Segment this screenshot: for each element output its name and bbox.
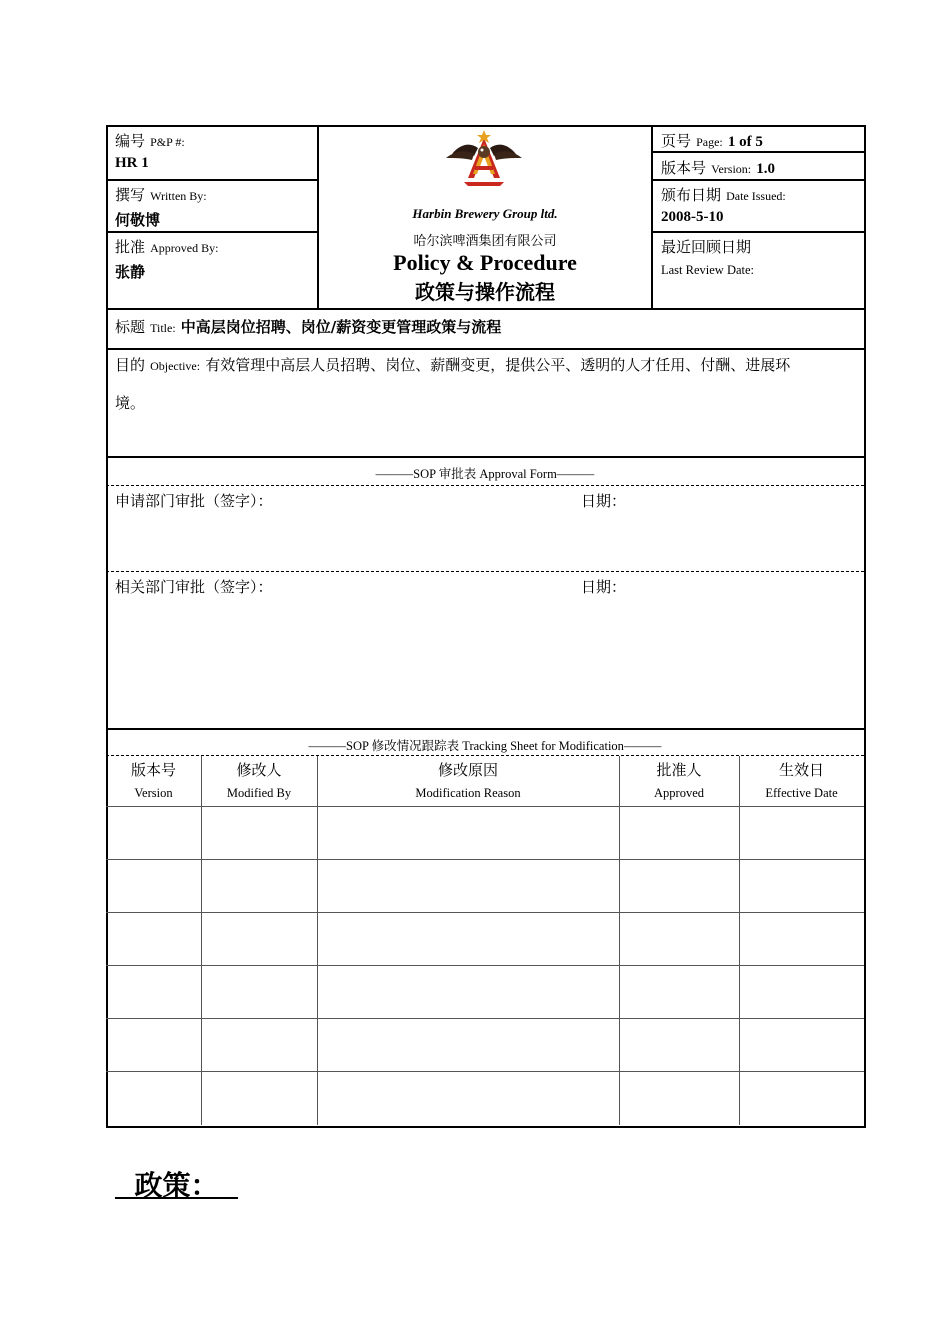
table-cell[interactable] — [106, 1072, 201, 1124]
objective-label-en: Objective: — [150, 359, 201, 373]
written-by-cell — [115, 184, 207, 205]
table-cell[interactable] — [106, 913, 201, 965]
version-cell — [661, 157, 775, 178]
column-header-en: Modified By — [226, 786, 292, 800]
column-header-cn: 生效日 — [778, 761, 824, 779]
issued-value: 2008-5-10 — [661, 209, 724, 225]
policy-heading — [115, 1131, 238, 1204]
divider — [106, 308, 864, 310]
dashed-divider — [106, 755, 864, 756]
column-header-cn: 版本号 — [130, 761, 176, 779]
doc-type-cn: 政策与操作流程 — [415, 280, 555, 304]
title-label-en: Title: — [150, 321, 176, 335]
table-row — [106, 807, 864, 859]
table-cell[interactable] — [106, 1019, 201, 1071]
divider — [652, 179, 864, 181]
objective-text-line2: 境。 — [115, 394, 146, 412]
divider — [106, 348, 864, 350]
issued-label-cn: 颁布日期 — [661, 186, 722, 204]
column-header-cn: 修改原因 — [437, 761, 498, 779]
column-header-en: Version — [134, 786, 173, 800]
written-label-cn: 撰写 — [115, 186, 146, 204]
review-label-en: Last Review Date: — [661, 263, 755, 277]
policy-heading-text: 政策： — [134, 1169, 219, 1202]
applicant-approval-label: 申请部门审批（签字）： — [115, 492, 273, 510]
tracking-sheet-heading: ———SOP 修改情况跟踪表 Tracking Sheet for Modification——— — [308, 739, 662, 753]
version-value: 1.0 — [756, 161, 775, 177]
tracking-column-header — [106, 759, 201, 801]
table-row — [106, 1072, 864, 1124]
company-name-cn: 哈尔滨啤酒集团有限公司 — [413, 234, 557, 249]
divider — [106, 456, 864, 458]
doc-type-en: Policy & Procedure — [393, 250, 577, 275]
approved-label-cn: 批准 — [115, 238, 146, 256]
table-row — [106, 860, 864, 912]
page-label-en: Page: — [696, 135, 723, 149]
objective-text-line1: 有效管理中高层人员招聘、岗位、薪酬变更，提供公平、透明的人才任用、付酬、进展环 — [205, 356, 791, 374]
objective-line1 — [115, 354, 790, 375]
issued-label-en: Date Issued: — [726, 189, 786, 203]
pp-label-en: P&P #: — [150, 135, 185, 149]
table-row — [106, 966, 864, 1018]
divider — [652, 231, 864, 233]
related-date-label: 日期： — [581, 578, 627, 596]
version-label-cn: 版本号 — [661, 159, 707, 177]
column-header-cn: 修改人 — [236, 761, 282, 779]
tracking-column-header — [201, 759, 317, 801]
title-label-cn: 标题 — [115, 318, 146, 336]
version-label-en: Version: — [711, 162, 752, 176]
company-name-en: Harbin Brewery Group ltd. — [412, 206, 558, 221]
tracking-column-header — [317, 759, 619, 801]
objective-label-cn: 目的 — [115, 356, 146, 374]
written-label-en: Written By: — [150, 189, 207, 203]
column-header-en: Approved — [654, 786, 704, 800]
page-cell — [661, 130, 763, 151]
divider — [106, 231, 318, 233]
table-cell[interactable] — [106, 860, 201, 912]
company-logo — [444, 128, 524, 190]
title-row — [115, 316, 501, 337]
dashed-divider — [106, 485, 864, 486]
column-header-en: Modification Reason — [415, 786, 521, 800]
underline-spacer — [219, 1169, 239, 1202]
approved-label-en: Approved By: — [150, 241, 219, 255]
approval-form-heading: ———SOP 审批表 Approval Form——— — [375, 467, 595, 481]
table-row — [106, 1019, 864, 1071]
pp-label-cn: 编号 — [115, 132, 146, 150]
issued-cell — [661, 184, 786, 205]
title-value: 中高层岗位招聘、岗位/薪资变更管理政策与流程 — [180, 318, 502, 336]
document-header-form — [106, 125, 864, 1126]
review-label-cn: 最近回顾日期 — [661, 238, 752, 256]
dashed-divider — [106, 571, 864, 572]
tracking-column-header — [739, 759, 864, 801]
column-header-cn: 批准人 — [656, 761, 702, 779]
table-row — [106, 913, 864, 965]
tracking-column-header — [619, 759, 739, 801]
approved-by-value: 张静 — [115, 263, 146, 281]
divider — [106, 179, 318, 181]
table-cell[interactable] — [106, 807, 201, 859]
pp-number-value: HR 1 — [115, 155, 149, 171]
eagle-a-logo-icon — [444, 128, 524, 190]
approved-by-cell — [115, 236, 218, 257]
page-value: 1 of 5 — [727, 134, 763, 150]
page-label-cn: 页号 — [661, 132, 692, 150]
written-by-value: 何敬博 — [115, 211, 161, 229]
pp-number-cell — [115, 130, 185, 151]
related-approval-label: 相关部门审批（签字）： — [115, 578, 273, 596]
table-cell[interactable] — [106, 966, 201, 1018]
applicant-date-label: 日期： — [581, 492, 627, 510]
column-header-en: Effective Date — [765, 786, 838, 800]
divider — [106, 728, 864, 730]
divider — [652, 151, 864, 153]
